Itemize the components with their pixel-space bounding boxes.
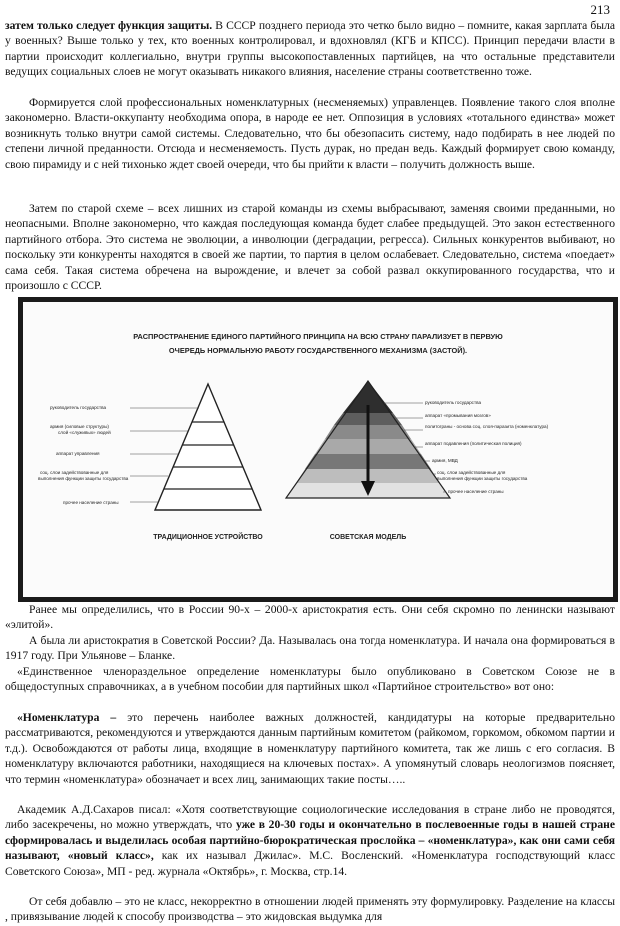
left-label-social-2: выполнения функции защиты государства — [38, 476, 129, 481]
paragraph-1 — [5, 18, 615, 80]
right-label-politorgans: политограны - основа соц. слоя-паразита (номенклатура) — [425, 424, 549, 429]
paragraph-7-bold: «Номенклатура – — [17, 711, 117, 724]
paragraph-3: Затем по старой схеме – всех лишних из старой команды из схемы выбрасывают, заменяя своими преданными, но неопасными. Вполне закономерно, что каждая последующая команда будет слабее предыдущей. Это закон естественного партийного отбора. Это система не эволюции, а инволюции (деградации, регресса). Сильных конкурентов выбивают, но поскольку эти конкуренты находятся в своей же партии, то партия в целом ослабевает. Следовательно, система «поедает» сама себя. Такая система обречена на вырождение, и влечет за собой развал оккупированного государства, что и произошло с СССР. — [5, 202, 615, 293]
paragraph-6: «Единственное членораздельное определение номенклатуры было опубликовано в Советском Союзе не в общедоступных справочниках, а в учебном пособии для партийных школ «Партийное строительство» вот оно: — [5, 665, 615, 694]
left-label-apparatus: аппарат управления — [56, 451, 100, 456]
paragraph-7-text: это перечень наиболее важных должностей, кандидатуры на которые предварительно рассматриваются, рекомендуются и утверждаются данным партийным комитетом (райкомом, горкомом, обкомом партии и т.д.). Освобождаются от работы лица, входящие в номенклатуру партийного комитета, так же лишь с его согласия. В номенклатуру включаются работники, находящиеся на ключевых постах». А упомянутый словарь неологизмов поясняет, что термин «номенклатура» обозначает и всех лиц, занимающих такие посты….. — [5, 711, 615, 786]
paragraph-7 — [5, 710, 615, 787]
paragraph-8-text-2: как их называл Джилас». М.С. Восленский. «Номенклатура господствующий класс Советского Союза», МП - ред. журнала «Октябрь», г. Москва, стр.14. — [5, 849, 615, 878]
paragraph-8 — [5, 802, 615, 879]
right-label-social-2: выполнения функции защиты государства — [437, 476, 528, 481]
caption-traditional: ТРАДИЦИОННОЕ УСТРОЙСТВО — [153, 534, 263, 541]
paragraph-4: Ранее мы определились, что в России 90-х – 2000-х аристократия есть. Они себя скромно по ленински называют «элитой». — [5, 603, 615, 632]
paragraph-1-bold: затем только следует функция защиты. — [5, 19, 213, 32]
caption-soviet: СОВЕТСКАЯ МОДЕЛЬ — [329, 534, 407, 541]
left-label-social-1: соц. слои задействованные для — [40, 470, 109, 475]
figure-title-line-1: РАСПРОСТРАНЕНИЕ ЕДИНОГО ПАРТИЙНОГО ПРИНЦИПА НА ВСЮ СТРАНУ ПАРАЛИЗУЕТ В ПЕРВУЮ — [133, 332, 503, 341]
left-label-army-2: слой «служивых» людей — [58, 430, 111, 435]
paragraph-8-bold: уже в 20-30 годы и окончательно в послевоенные годы в нашей стране сформировалась и выделилась особая партийно-бюрократическая прослойка – «номенклатура», как они сами себя называют, «новый класс», — [5, 818, 615, 863]
paragraph-5: А была ли аристократия в Советской России? Да. Называлась она тогда номенклатура. И начала она формироваться в 1917 году. При Ульянове – Бланке. — [5, 634, 615, 663]
right-label-social-1: соц. слои задействованные для — [437, 470, 506, 475]
right-label-army-mvd: армия, МВД — [432, 458, 458, 463]
left-label-population: прочее население страны — [63, 500, 119, 505]
right-label-population: прочее население страны — [448, 489, 504, 494]
pyramid-figure — [18, 297, 618, 602]
figure-title-line-2: ОЧЕРЕДЬ НОРМАЛЬНУЮ РАБОТУ ГОСУДАРСТВЕННОГО МЕХАНИЗМА (ЗАСТОЙ). — [168, 346, 468, 355]
paragraph-2: Формируется слой профессиональных номенклатурных (несменяемых) управленцев. Появление такого слоя вполне закономерно. Власти-оккупанту необходима опора, в народе ее нет. Оппозиция в условиях «тотального единства» может возникнуть только внутри самой системы. Следовательно, что бы обезопасить систему, надо подбирать в нее людей по степени личной преданности. Отсюда и несменяемость. Пусть дурак, но предан ведь. Каждый формирует свою команду, свою пирамиду и с ней тихонько ждет своей очереди, что бы прийти к власти – получить должность выше. — [5, 96, 615, 171]
left-label-army-1: армия (силовые структуры) — [50, 424, 109, 429]
right-label-suppression: аппарат подавления (политическая полиция) — [425, 441, 522, 446]
left-label-head-of-state: руководитель государства — [50, 405, 107, 410]
right-label-head-of-state: руководитель государства — [425, 400, 482, 405]
paragraph-1-text: В СССР позднего периода это четко было видно – помните, какая зарплата была у военных? Выше только у тех, кто военных контролировал, и вдохновлял (КГБ и КПСС). Принцип передачи власти в партии происходит коллегиально, внутри группы высокопоставленных партийцев, на что остальные представители ведущих социальных слоев не могут оказывать никакого влияния, население страны соответственно тоже. — [5, 19, 616, 79]
right-label-brainwash: аппарат «промывания мозгов» — [425, 413, 491, 418]
page-number: 213 — [590, 2, 610, 17]
paragraph-8-text-1: Академик А.Д.Сахаров писал: «Хотя соответствующие социологические исследования в стране либо не проводятся, либо засекречены, но можно утверждать, что — [5, 803, 615, 832]
paragraph-9: От себя добавлю – это не класс, некорректно в отношении людей применять эту формулировку. Разделение на классы , привязывание людей к способу производства – это жидовская выдумка для — [5, 895, 615, 924]
